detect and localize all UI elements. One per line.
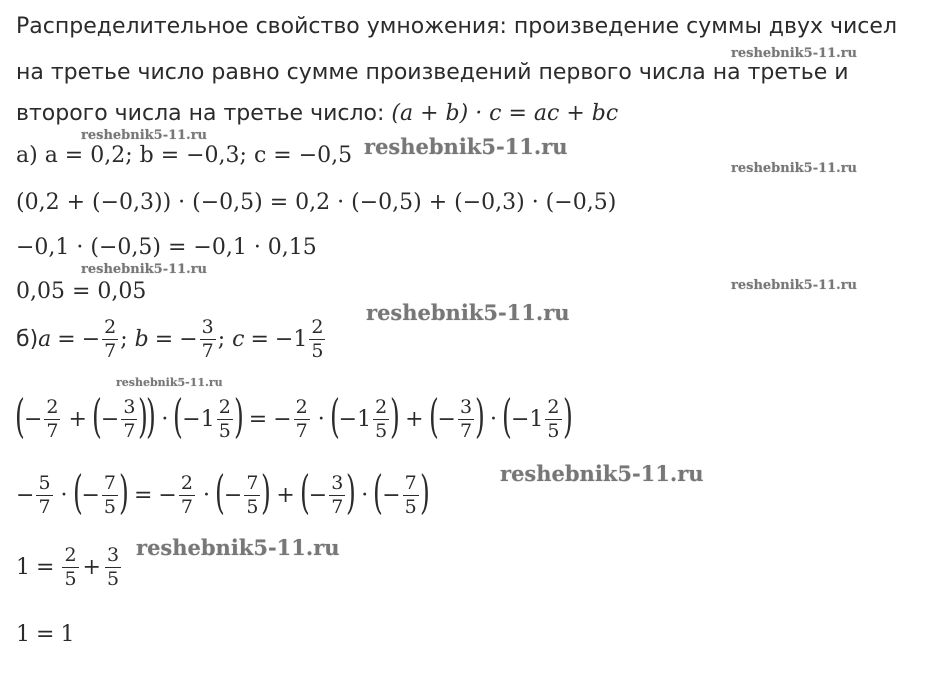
watermark: reshebnik5-11.ru — [81, 262, 208, 277]
part-b-step-3: 1 = $\frac{2}{5}$ + $\frac{3}{5}$ — [16, 544, 120, 590]
watermark: reshebnik5-11.ru — [731, 161, 858, 176]
watermark: reshebnik5-11.ru — [364, 134, 568, 159]
minus-sign: − — [274, 327, 294, 352]
minus-sign: − — [81, 327, 101, 352]
eq-sign: = — [250, 327, 269, 352]
fraction-2-5: $\frac{2}{5}$ — [311, 316, 324, 362]
watermark: reshebnik5-11.ru — [116, 376, 223, 389]
intro-formula: (a + b) · c = ac + bc — [391, 101, 619, 126]
intro-line-3-text: второго числа на третье число: — [16, 101, 392, 126]
intro-line-2: на третье число равно сумме произведений первого числа на третье и — [16, 60, 849, 85]
fraction-2-7: $\frac{2}{7}$ — [104, 316, 117, 362]
watermark: reshebnik5-11.ru — [731, 278, 858, 293]
part-a-step-3: 0,05 = 0,05 — [16, 279, 147, 304]
separator: ; — [120, 327, 128, 352]
minus-sign: − — [179, 327, 198, 352]
watermark: reshebnik5-11.ru — [81, 128, 208, 143]
part-b-step-2: − $\frac{5}{7}$ · ( − $\frac{7}{5}$ ) = − $\frac{2}{7}$ · ( − $\frac{7}{5}$ ) + ( − $\frac{3}{7}$ ) · ( − $\frac{7}{5}$ ) — [16, 465, 430, 519]
separator: ; — [217, 327, 226, 352]
var-c: c — [232, 327, 245, 352]
intro-line-1: Распределительное свойство умножения: произведение суммы двух чисел — [16, 14, 897, 39]
var-b: b — [134, 327, 149, 352]
part-b-label: б) — [16, 327, 39, 352]
part-b-step-1: ( − $\frac{2}{7}$ + ( − $\frac{3}{7}$ ) ) · ( − 1 $\frac{2}{5}$ ) = − $\frac{2}{7}$ · ( − 1 $\frac{2}{5}$ ) + ( − $\frac{3}{7}$ ) · ( − 1 $\frac{2}{5}$ ) — [15, 389, 573, 443]
part-a-header: а) a = 0,2; b = −0,3; c = −0,5 — [16, 143, 353, 168]
part-b-header — [16, 318, 327, 361]
part-a-step-1: (0,2 + (−0,3)) · (−0,5) = 0,2 · (−0,5) + (−0,3) · (−0,5) — [16, 190, 617, 215]
var-a: a — [38, 327, 52, 352]
watermark: reshebnik5-11.ru — [731, 46, 858, 61]
part-a-step-2: −0,1 · (−0,5) = −0,1 · 0,15 — [16, 235, 317, 260]
eq-sign: = — [154, 327, 174, 352]
eq-sign: = — [57, 327, 76, 352]
whole-part: 1 — [293, 327, 308, 352]
watermark: reshebnik5-11.ru — [500, 461, 704, 486]
watermark: reshebnik5-11.ru — [136, 535, 340, 560]
fraction-3-7: $\frac{3}{7}$ — [201, 316, 214, 362]
intro-line-3 — [16, 101, 618, 127]
watermark: reshebnik5-11.ru — [366, 300, 570, 325]
part-b-step-4: 1 = 1 — [16, 622, 75, 647]
